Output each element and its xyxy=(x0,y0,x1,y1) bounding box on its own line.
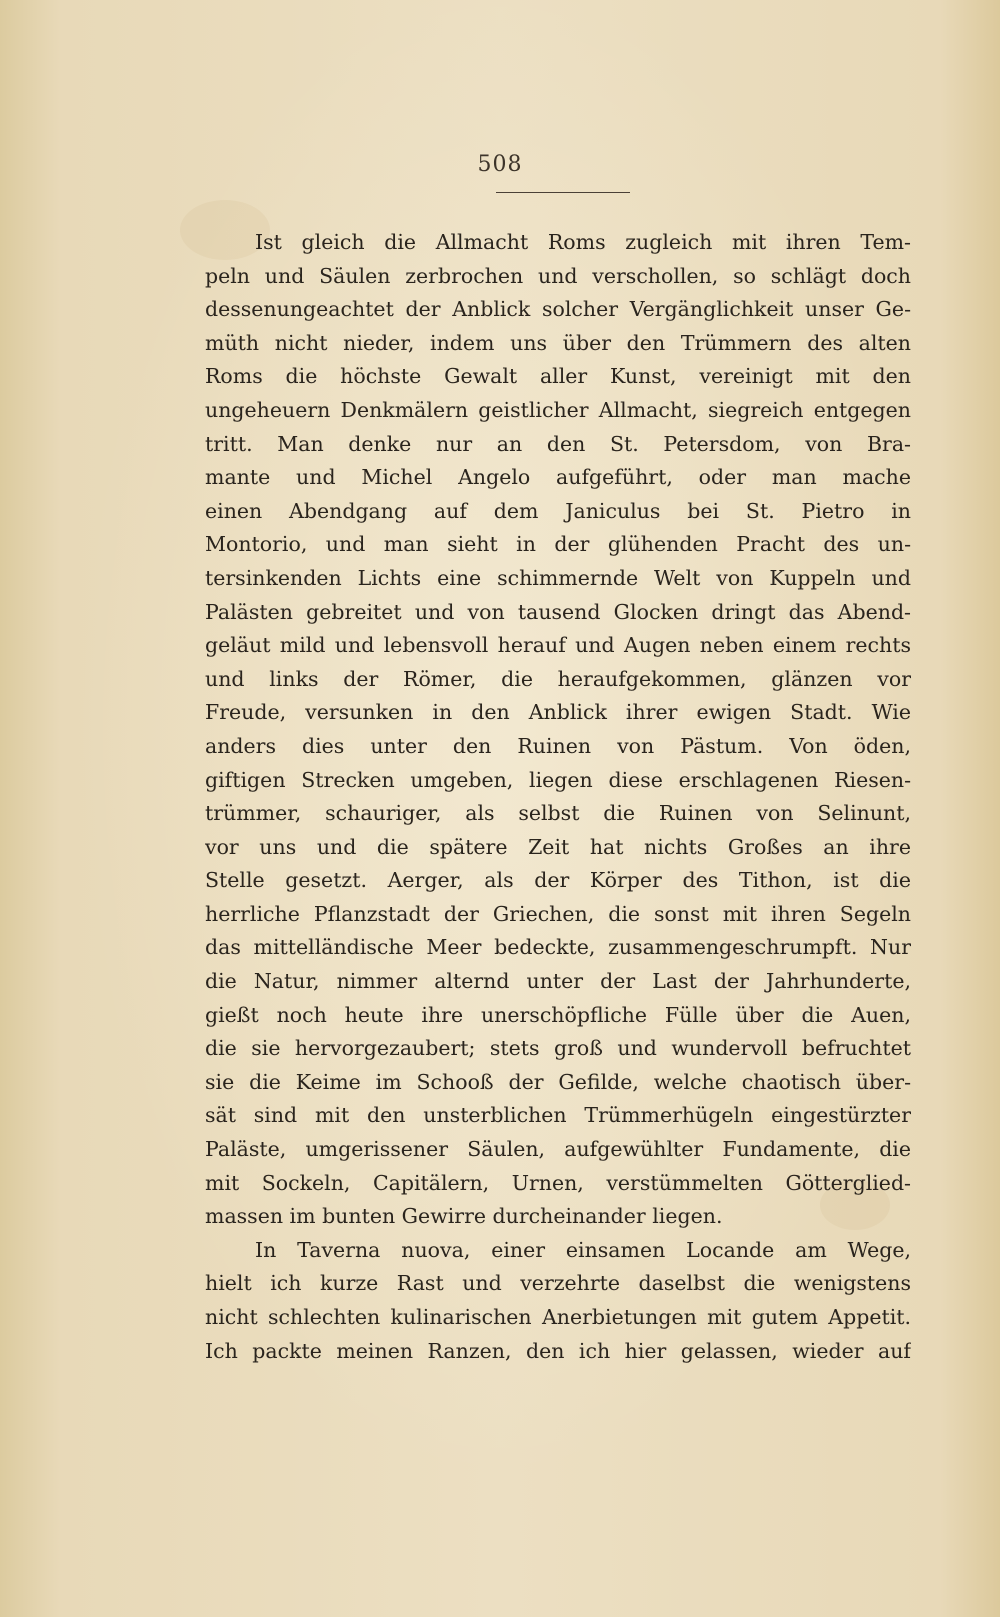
text-line: peln und Säulen zerbrochen und verschollen, so schlägt doch xyxy=(205,263,911,288)
header-rule xyxy=(496,192,630,193)
text-line: sie die Keime im Schooß der Gefilde, welche chaotisch über- xyxy=(205,1069,911,1094)
text-line: die sie hervorgezaubert; stets groß und wundervoll befruchtet xyxy=(205,1036,911,1061)
text-line: Paläste, umgerissener Säulen, aufgewühlter Fundamente, die xyxy=(205,1137,911,1162)
body-text xyxy=(205,226,911,1368)
text-line: mante und Michel Angelo aufgeführt, oder man mache xyxy=(205,465,911,490)
text-line: Montorio, und man sieht in der glühenden Pracht des un- xyxy=(205,532,911,557)
text-line: In Taverna nuova, einer einsamen Locande am Wege, xyxy=(255,1237,911,1262)
text-line: vor uns und die spätere Zeit hat nichts Großes an ihre xyxy=(205,834,911,859)
text-line: ungeheuern Denkmälern geistlicher Allmacht, siegreich entgegen xyxy=(205,397,911,422)
text-line: Ich packte meinen Ranzen, den ich hier gelassen, wieder auf xyxy=(205,1338,911,1363)
page-number: 508 xyxy=(477,152,523,177)
text-line: gießt noch heute ihre unerschöpfliche Fülle über die Auen, xyxy=(205,1002,911,1027)
text-line: tersinkenden Lichts eine schimmernde Welt von Kuppeln und xyxy=(205,565,911,590)
text-line: sät sind mit den unsterblichen Trümmerhügeln eingestürzter xyxy=(205,1103,911,1128)
text-line: einen Abendgang auf dem Janiculus bei St. Pietro in xyxy=(205,498,911,523)
text-line: herrliche Pflanzstadt der Griechen, die sonst mit ihren Segeln xyxy=(205,901,911,926)
text-line: anders dies unter den Ruinen von Pästum. Von öden, xyxy=(205,733,911,758)
text-line: Palästen gebreitet und von tausend Glocken dringt das Abend- xyxy=(205,599,911,624)
text-line: mit Sockeln, Capitälern, Urnen, verstümmelten Götterglied- xyxy=(205,1170,911,1195)
text-line: Freude, versunken in den Anblick ihrer ewigen Stadt. Wie xyxy=(205,700,911,725)
text-line: Roms die höchste Gewalt aller Kunst, vereinigt mit den xyxy=(205,364,911,389)
text-line: massen im bunten Gewirre durcheinander liegen. xyxy=(205,1204,723,1229)
text-line: hielt ich kurze Rast und verzehrte daselbst die wenigstens xyxy=(205,1271,911,1296)
text-line: dessenungeachtet der Anblick solcher Vergänglichkeit unser Ge- xyxy=(205,297,911,322)
text-line: die Natur, nimmer alternd unter der Last der Jahrhunderte, xyxy=(205,969,911,994)
text-line: geläut mild und lebensvoll herauf und Augen neben einem rechts xyxy=(205,633,911,658)
text-line: tritt. Man denke nur an den St. Petersdom, von Bra- xyxy=(205,431,911,456)
text-line: Ist gleich die Allmacht Roms zugleich mit ihren Tem- xyxy=(255,230,911,254)
text-line: Stelle gesetzt. Aerger, als der Körper des Tithon, ist die xyxy=(205,868,911,893)
text-line: müth nicht nieder, indem uns über den Trümmern des alten xyxy=(205,330,911,355)
text-line: trümmer, schauriger, als selbst die Ruinen von Selinunt, xyxy=(205,801,911,826)
text-line: das mittelländische Meer bedeckte, zusammengeschrumpft. Nur xyxy=(205,935,911,960)
text-line: und links der Römer, die heraufgekommen, glänzen vor xyxy=(205,666,911,691)
text-line: nicht schlechten kulinarischen Anerbietungen mit gutem Appetit. xyxy=(205,1305,911,1329)
text-line: giftigen Strecken umgeben, liegen diese erschlagenen Riesen- xyxy=(205,767,911,792)
